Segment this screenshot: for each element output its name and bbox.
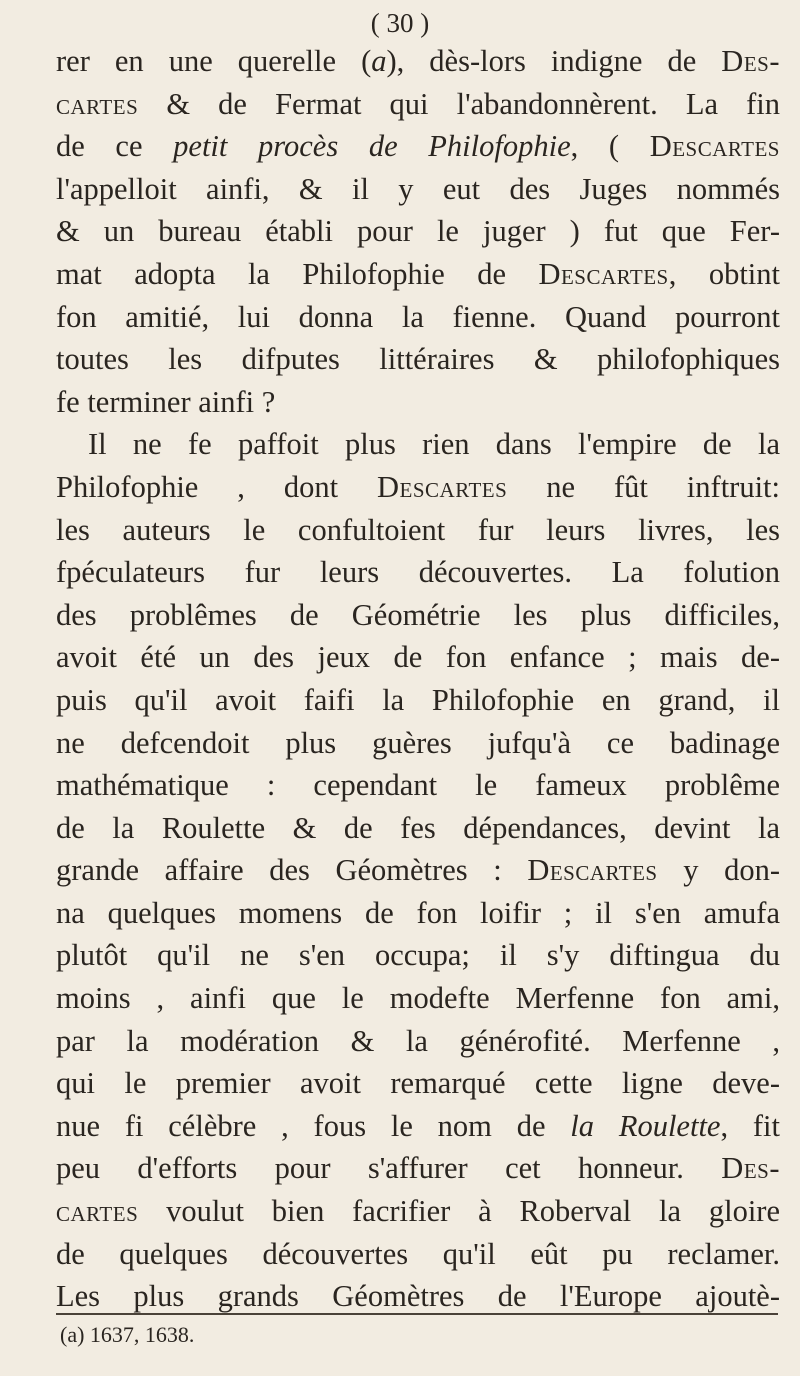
text-line: [56, 509, 780, 552]
text-segment: moins , ainfi que le modefte Merfenne fon ami,: [56, 981, 780, 1016]
text-segment: Philofophie , dont: [56, 469, 378, 504]
text-segment: Les plus grands Géomètres de l'Europe ajoutè-: [56, 1279, 780, 1314]
text-segment: Descartes: [538, 256, 669, 291]
text-segment: avoit été un des jeux de fon enfance ; mais de-: [56, 640, 780, 675]
text-segment: fe terminer ainfi ?: [56, 384, 276, 419]
text-segment: les auteurs le confultoient fur leurs livres, les: [56, 512, 780, 547]
text-segment: de quelques découvertes qu'il eût pu reclamer.: [56, 1236, 780, 1271]
text-segment: & un bureau établi pour le juger ) fut que Fer-: [56, 214, 780, 249]
text-line: [56, 679, 780, 722]
text-segment: cartes: [56, 86, 139, 121]
text-line: [56, 1062, 780, 1105]
text-segment: qui le premier avoit remarqué cette ligne deve-: [56, 1066, 780, 1101]
text-segment: Descartes: [377, 469, 508, 504]
text-line: [56, 466, 780, 509]
text-line: [56, 1275, 780, 1318]
text-segment: , obtint: [668, 256, 781, 291]
text-line: [56, 807, 780, 850]
text-segment: de ce: [56, 129, 174, 164]
text-line: [56, 934, 780, 977]
text-segment: rer en une querelle (: [56, 44, 372, 78]
text-line: [56, 1105, 780, 1148]
text-segment: Des-: [721, 1151, 780, 1186]
text-line: [56, 636, 780, 679]
text-segment: par la modération & la générofité. Merfenne ,: [56, 1023, 780, 1058]
text-segment: plutôt qu'il ne s'en occupa; il s'y diftingua du: [56, 938, 780, 973]
text-segment: cartes: [56, 1194, 139, 1229]
text-segment: , (: [570, 129, 650, 164]
text-segment: mathématique : cependant le fameux problême: [56, 768, 780, 803]
body-text: [56, 40, 780, 1318]
text-segment: ), dès-lors indigne de: [386, 44, 722, 78]
text-segment: Il ne fe paffoit plus rien dans l'empire de la: [88, 427, 780, 462]
text-segment: Des-: [721, 44, 780, 78]
text-segment: la Roulette: [570, 1108, 721, 1143]
text-line: [56, 168, 780, 211]
text-line: [56, 296, 780, 339]
text-segment: toutes les difputes littéraires & philofophiques: [56, 342, 780, 377]
text-segment: y don-: [657, 853, 780, 888]
text-segment: fpéculateurs fur leurs découvertes. La folution: [56, 555, 780, 590]
text-line: [56, 381, 780, 424]
text-line: [56, 40, 780, 83]
text-line: [56, 1020, 780, 1063]
text-line: [56, 338, 780, 381]
text-segment: a: [371, 44, 387, 78]
text-segment: fon amitié, lui donna la fienne. Quand pourront: [56, 299, 780, 334]
text-segment: de la Roulette & de fes dépendances, devint la: [56, 810, 780, 845]
text-line: [56, 83, 780, 126]
text-line: [56, 210, 780, 253]
text-segment: des problêmes de Géométrie les plus difficiles,: [56, 597, 780, 632]
text-segment: & de Fermat qui l'abandonnèrent. La fin: [138, 86, 780, 121]
text-segment: nue fi célèbre , fous le nom de: [56, 1108, 571, 1143]
text-segment: l'appelloit ainfi, & il y eut des Juges nommés: [56, 171, 780, 206]
text-segment: Descartes: [649, 129, 780, 164]
text-line: [56, 764, 780, 807]
text-segment: mat adopta la Philofophie de: [56, 256, 539, 291]
text-line: [56, 1190, 780, 1233]
text-line: [56, 594, 780, 637]
text-line: [56, 253, 780, 296]
page-number: ( 30 ): [370, 8, 430, 38]
text-line: [56, 849, 780, 892]
text-segment: grande affaire des Géomètres :: [56, 853, 528, 888]
text-segment: Descartes: [527, 853, 658, 888]
text-segment: puis qu'il avoit faifi la Philofophie en grand, il: [56, 682, 780, 717]
text-line: [56, 423, 780, 466]
footnote-rule: [56, 1313, 778, 1315]
text-line: [56, 1147, 780, 1190]
text-line: [56, 977, 780, 1020]
text-line: [56, 125, 780, 168]
text-line: [56, 1233, 780, 1276]
text-line: [56, 892, 780, 935]
text-segment: voulut bien facrifier à Roberval la gloire: [138, 1194, 780, 1229]
text-line: [56, 722, 780, 765]
text-segment: petit procès de Philofophie: [173, 129, 571, 164]
footnote: (a) 1637, 1638.: [60, 1322, 195, 1347]
text-segment: ne fût inftruit:: [507, 469, 780, 504]
text-segment: na quelques momens de fon loifir ; il s'en amufa: [56, 895, 780, 930]
text-segment: , fit: [720, 1108, 780, 1143]
text-segment: ne defcendoit plus guères jufqu'à ce badinage: [56, 725, 780, 760]
text-line: [56, 551, 780, 594]
text-segment: peu d'efforts pour s'affurer cet honneur.: [56, 1151, 722, 1186]
